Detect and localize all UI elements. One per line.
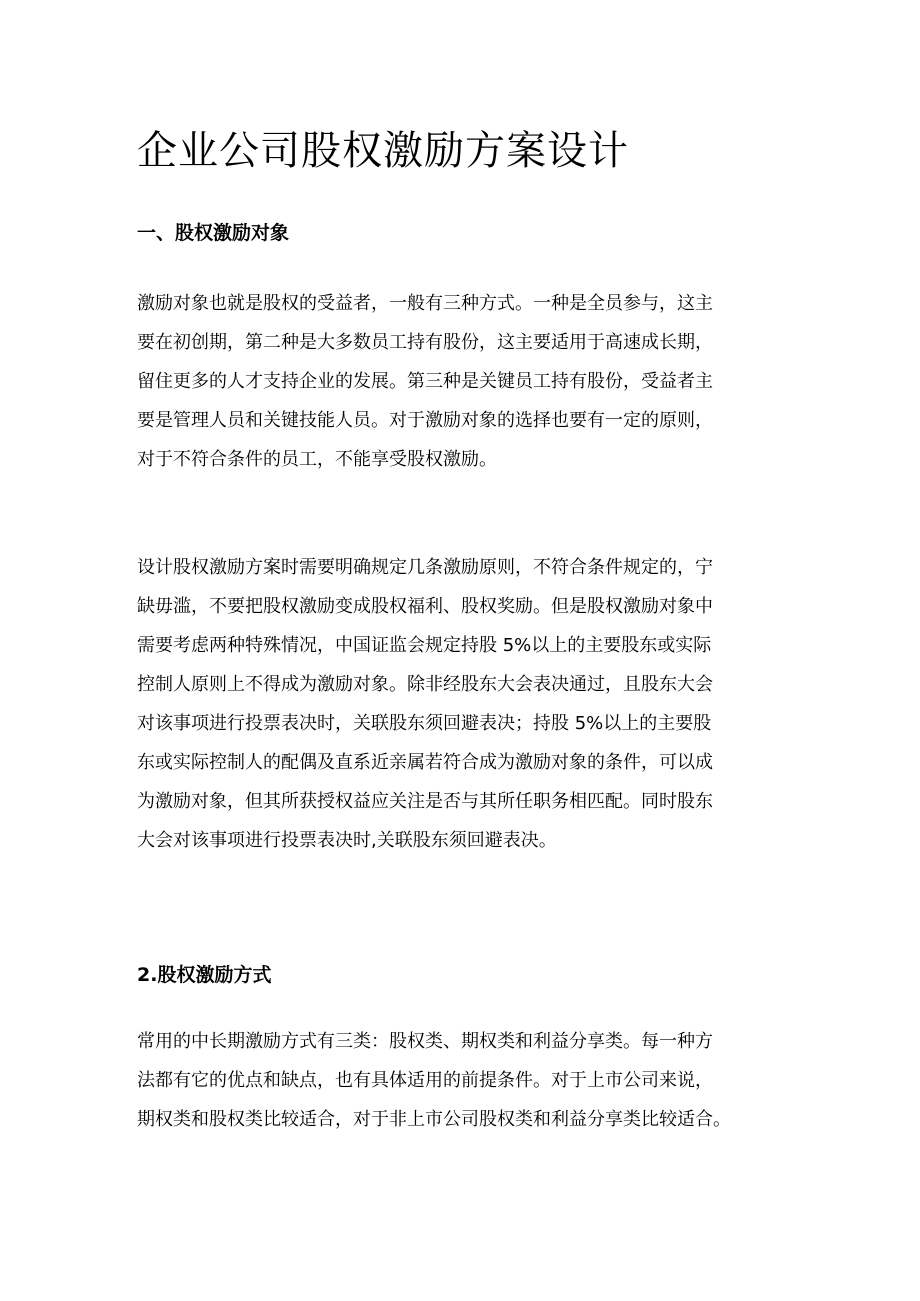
paragraph-recipients-principles	[137, 548, 713, 860]
paragraph-line: 常用的中长期激励方式有三类：股权类、期权类和利益分享类。每一种方	[137, 1031, 713, 1052]
page-title: 企业公司股权激励方案设计	[137, 128, 629, 174]
paragraph-line: 法都有它的优点和缺点，也有具体适用的前提条件。对于上市公司来说，	[137, 1070, 713, 1091]
paragraph-line: 大会对该事项进行投票表决时,关联股东须回避表决。	[137, 830, 557, 851]
paragraph-incentive-methods	[137, 1022, 731, 1139]
paragraph-line: 要在初创期，第二种是大多数员工持有股份，这主要适用于高速成长期，	[137, 332, 713, 353]
paragraph-line: 对该事项进行投票表决时，关联股东须回避表决；持股 5%以上的主要股	[137, 713, 712, 734]
paragraph-line: 期权类和股权类比较适合，对于非上市公司股权类和利益分享类比较适合。	[137, 1109, 731, 1130]
section-heading-recipients: 一、股权激励对象	[137, 222, 290, 244]
paragraph-line: 东或实际控制人的配偶及直系近亲属若符合成为激励对象的条件，可以成	[137, 752, 713, 773]
paragraph-line: 激励对象也就是股权的受益者，一般有三种方式。一种是全员参与，这主	[137, 293, 713, 314]
paragraph-line: 设计股权激励方案时需要明确规定几条激励原则，不符合条件规定的，宁	[137, 557, 713, 578]
paragraph-line: 缺毋滥，不要把股权激励变成股权福利、股权奖励。但是股权激励对象中	[137, 596, 713, 617]
paragraph-line: 对于不符合条件的员工，不能享受股权激励。	[137, 449, 497, 470]
paragraph-recipients-types	[137, 284, 713, 479]
paragraph-line: 要是管理人员和关键技能人员。对于激励对象的选择也要有一定的原则，	[137, 410, 713, 431]
paragraph-line: 控制人原则上不得成为激励对象。除非经股东大会表决通过，且股东大会	[137, 674, 713, 695]
paragraph-line: 为激励对象，但其所获授权益应关注是否与其所任职务相匹配。同时股东	[137, 791, 713, 812]
paragraph-line: 留住更多的人才支持企业的发展。第三种是关键员工持有股份，受益者主	[137, 371, 713, 392]
paragraph-line: 需要考虑两种特殊情况，中国证监会规定持股 5%以上的主要股东或实际	[137, 635, 712, 656]
section-heading-methods: 2.股权激励方式	[137, 964, 272, 986]
